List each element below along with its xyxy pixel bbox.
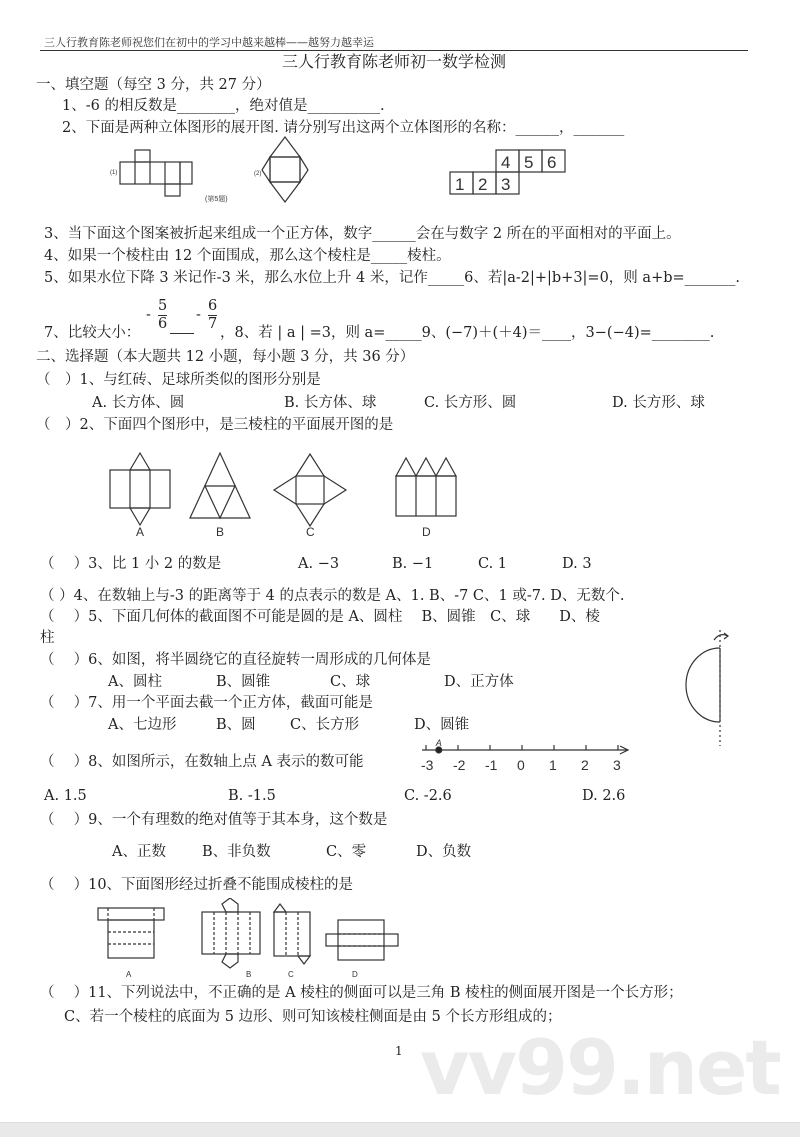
c8-option-c: C. -2.6 — [404, 788, 452, 804]
c9-option-a: A、正数 — [112, 844, 166, 860]
point-a-label: A — [435, 738, 442, 748]
svg-text:3: 3 — [501, 175, 511, 194]
page-title: 三人行教育陈老师初一数学检测 — [282, 52, 507, 71]
choice-1: （ ）1、与红砖、足球所类似的图形分别是 — [36, 372, 321, 388]
fraction-neg-5-6: - 5 6 — [146, 298, 168, 332]
choice-10: （ ）10、下面图形经过折叠不能围成棱柱的是 — [40, 877, 354, 893]
number-line-tick-label: 1 — [549, 757, 557, 773]
choice-3: （ ）3、比 1 小 2 的数是 — [40, 556, 222, 572]
c2-figures — [100, 448, 460, 538]
c1-option-c: C. 长方形、圆 — [424, 395, 517, 411]
svg-text:D: D — [422, 525, 431, 538]
choice-6: （ ）6、如图，将半圆绕它的直径旋转一周形成的几何体是 — [40, 652, 431, 668]
c8-option-d: D. 2.6 — [582, 788, 626, 804]
svg-text:B: B — [246, 970, 252, 979]
svg-text:D: D — [352, 970, 358, 979]
section2-heading: 二、选择题（本大题共 12 小题，每小题 3 分，共 36 分） — [36, 349, 415, 365]
c9-option-d: D、负数 — [416, 844, 472, 860]
page-number: 1 — [395, 1044, 403, 1058]
c6-option-c: C、球 — [330, 674, 371, 690]
c9-option-b: B、非负数 — [202, 844, 271, 860]
choice-4: （ ）4、在数轴上与-3 的距离等于 4 的点表示的数是 A、1. B、-7 C、1 或-7. D、无数个. — [40, 588, 625, 604]
c3-option-c: C. 1 — [478, 556, 508, 572]
c2-figure-c — [274, 454, 346, 526]
number-line — [410, 738, 630, 778]
svg-text:A: A — [136, 525, 145, 538]
svg-text:4: 4 — [501, 153, 511, 172]
c1-option-b: B. 长方体、球 — [284, 395, 377, 411]
fraction-neg-6-7: - 6 7 — [196, 298, 218, 332]
viewer-bottom-bar — [0, 1122, 800, 1137]
svg-text:5: 5 — [524, 153, 534, 172]
q7-prefix: 7、比较大小： — [44, 325, 141, 341]
c7-option-c: C、长方形 — [290, 717, 360, 733]
net-figure-1 — [110, 140, 220, 210]
c3-option-d: D. 3 — [562, 556, 592, 572]
q1: 1、-6 的相反数是________，绝对值是__________. — [62, 98, 385, 114]
c10-figure-a — [98, 908, 164, 958]
c10-figure-b — [202, 898, 260, 968]
svg-text:2: 2 — [478, 175, 488, 194]
comparison-blank — [170, 333, 194, 334]
page-header: 三人行教育陈老师祝您们在初中的学习中越来越棒——越努力越幸运 — [44, 36, 374, 49]
svg-text:6: 6 — [547, 153, 557, 172]
c10-figure-c — [274, 904, 310, 964]
c2-figure-a — [110, 453, 170, 525]
q5-q6: 5、如果水位下降 3 米记作-3 米，那么水位上升 4 米，记作_____6、若|a-2|+|b+3|=0，则 a+b=_______. — [44, 270, 741, 286]
net-figure-2 — [250, 135, 330, 210]
q4: 4、如果一个棱柱由 12 个面围成，那么这个棱柱是_____棱柱。 — [44, 248, 451, 264]
choice-8: （ ）8、如图所示，在数轴上点 A 表示的数可能 — [40, 754, 364, 770]
choice-7: （ ）7、用一个平面去截一个正方体，截面可能是 — [40, 695, 373, 711]
figure-caption: (第5题) — [205, 196, 228, 203]
c1-option-a: A. 长方体、圆 — [92, 395, 185, 411]
header-rule — [40, 50, 748, 51]
svg-text:B: B — [216, 525, 225, 538]
choice-5: （ ）5、下面几何体的截面图不可能是圆的是 A、圆柱 B、圆锥 C、球 D、棱 — [40, 609, 600, 625]
svg-text:(2): (2) — [254, 171, 262, 177]
c7-option-a: A、七边形 — [108, 717, 177, 733]
c1-option-d: D. 长方形、球 — [612, 395, 705, 411]
svg-text:C: C — [288, 970, 294, 979]
cube-net-figure — [446, 148, 571, 198]
q3: 3、当下面这个图案被折起来组成一个正方体，数字______会在与数字 2 所在的平面相对的平面上。 — [44, 226, 681, 242]
number-line-tick-label: -2 — [453, 757, 466, 773]
c6-option-b: B、圆锥 — [216, 674, 271, 690]
choice-9: （ ）9、一个有理数的绝对值等于其本身，这个数是 — [40, 812, 388, 828]
c7-option-d: D、圆锥 — [414, 717, 470, 733]
choice-11: （ ）11、下列说法中，不正确的是 A 棱柱的侧面可以是三角 B 棱柱的侧面展开图是一个长方形； — [40, 985, 683, 1001]
c6-option-a: A、圆柱 — [108, 674, 162, 690]
number-line-tick-label: 2 — [581, 757, 589, 773]
svg-text:A: A — [126, 970, 132, 979]
section1-heading: 一、填空题（每空 3 分，共 27 分） — [36, 77, 271, 93]
c10-figure-d — [326, 920, 398, 960]
c7-option-b: B、圆 — [216, 717, 256, 733]
svg-text:1: 1 — [455, 175, 465, 194]
semicircle-rotation-figure — [680, 628, 730, 748]
q2: 2、下面是两种立体图形的展开图. 请分别写出这两个立体图形的名称：______，_______ — [62, 120, 625, 136]
c10-figures — [90, 898, 450, 980]
svg-text:C: C — [306, 525, 315, 538]
choice-2: （ ）2、下面四个图形中，是三棱柱的平面展开图的是 — [36, 417, 394, 433]
q7-q9: ，8、若 | a | =3，则 a=_____9、(−7)＋(＋4)＝____，3−(−4)=________. — [220, 325, 715, 341]
number-line-tick-label: 3 — [613, 757, 621, 773]
number-line-tick-label: 0 — [517, 757, 525, 773]
c2-figure-b — [190, 453, 250, 518]
c2-figure-d — [396, 458, 456, 516]
number-line-tick-label: -3 — [421, 757, 434, 773]
number-line-tick-label: -1 — [485, 757, 498, 773]
svg-text:(1): (1) — [110, 170, 118, 176]
c8-option-a: A. 1.5 — [44, 788, 87, 804]
choice-5-wrap: 柱 — [40, 630, 55, 646]
c9-option-c: C、零 — [326, 844, 367, 860]
watermark: vv99.net — [420, 1023, 780, 1112]
c8-option-b: B. -1.5 — [228, 788, 276, 804]
c3-option-b: B. −1 — [392, 556, 434, 572]
choice-11-continued: C、若一个棱柱的底面为 5 边形、则可知该棱柱侧面是由 5 个长方形组成的； — [64, 1009, 562, 1025]
c6-option-d: D、正方体 — [444, 674, 514, 690]
c3-option-a: A. −3 — [298, 556, 340, 572]
